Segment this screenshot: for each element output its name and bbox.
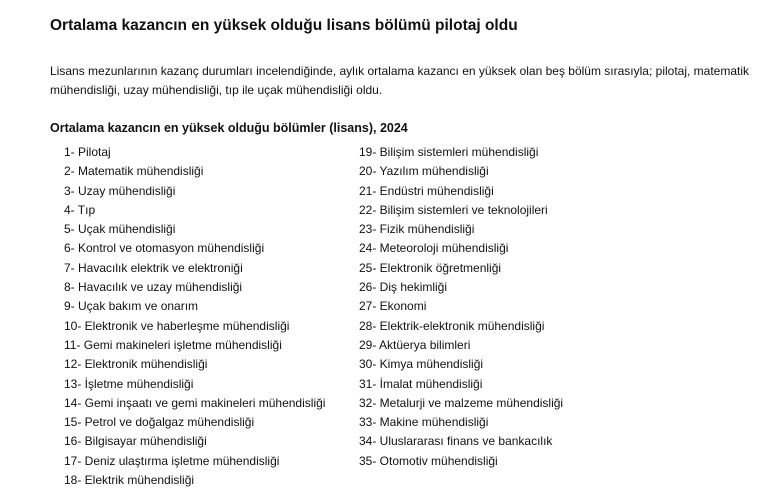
ranking-item: 4- Tıp [64,202,96,217]
ranking-item: 14- Gemi inşaatı ve gemi makineleri mühendisliği [64,395,326,410]
ranking-list-left [64,143,325,490]
ranking-item: 24- Meteoroloji mühendisliği [359,241,509,256]
page-title: Ortalama kazancın en yüksek olduğu lisans bölümü pilotaj oldu [50,17,518,34]
ranking-item: 35- Otomotiv mühendisliği [359,453,498,468]
ranking-item: 16- Bilgisayar mühendisliği [64,434,207,449]
ranking-item: 27- Ekonomi [359,299,427,314]
ranking-item: 6- Kontrol ve otomasyon mühendisliği [64,241,265,256]
ranking-item: 10- Elektronik ve haberleşme mühendisliği [64,318,290,333]
ranking-item: 3- Uzay mühendisliği [64,183,176,198]
ranking-item: 17- Deniz ulaştırma işletme mühendisliği [64,453,280,468]
ranking-item: 19- Bilişim sistemleri mühendisliği [359,145,539,159]
ranking-item: 18- Elektrik mühendisliği [64,473,195,488]
ranking-list-right [359,143,563,471]
ranking-item: 11- Gemi makineleri işletme mühendisliği [64,337,282,352]
ranking-item: 26- Diş hekimliği [359,280,448,295]
ranking-item: 22- Bilişim sistemleri ve teknolojileri [359,202,548,217]
ranking-item: 32- Metalurji ve malzeme mühendisliği [359,395,564,410]
ranking-item: 1- Pilotaj [64,145,111,159]
ranking-item: 7- Havacılık elektrik ve elektroniği [64,260,243,275]
ranking-item: 25- Elektronik öğretmenliği [359,260,502,275]
ranking-item: 30- Kimya mühendisliği [359,357,484,372]
ranking-item: 31- İmalat mühendisliği [359,376,483,391]
ranking-item: 20- Yazılım mühendisliği [359,164,489,179]
ranking-item: 9- Uçak bakım ve onarım [64,299,199,314]
ranking-item: 12- Elektronik mühendisliği [64,357,208,372]
ranking-item: 21- Endüstri mühendisliği [359,183,494,198]
intro-paragraph: Lisans mezunlarının kazanç durumları incelendiğinde, aylık ortalama kazancı en yüksek olan beş bölüm sırasıyla; pilotaj, matematik mühendisliği, uzay mühendisliği, tıp ile uçak mühendisliği oldu. [50,64,750,97]
ranking-item: 34- Uluslararası finans ve bankacılık [359,434,553,449]
ranking-item: 15- Petrol ve doğalgaz mühendisliği [64,415,255,430]
ranking-item: 2- Matematik mühendisliği [64,164,204,179]
ranking-item: 29- Aktüerya bilimleri [359,337,471,352]
ranking-item: 28- Elektrik-elektronik mühendisliği [359,318,545,333]
ranking-item: 13- İşletme mühendisliği [64,376,194,391]
ranking-item: 8- Havacılık ve uzay mühendisliği [64,280,243,295]
ranking-item: 33- Makine mühendisliği [359,415,489,430]
ranking-item: 5- Uçak mühendisliği [64,222,176,237]
list-title: Ortalama kazancın en yüksek olduğu bölümler (lisans), 2024 [50,121,408,135]
ranking-item: 23- Fizik mühendisliği [359,222,475,237]
